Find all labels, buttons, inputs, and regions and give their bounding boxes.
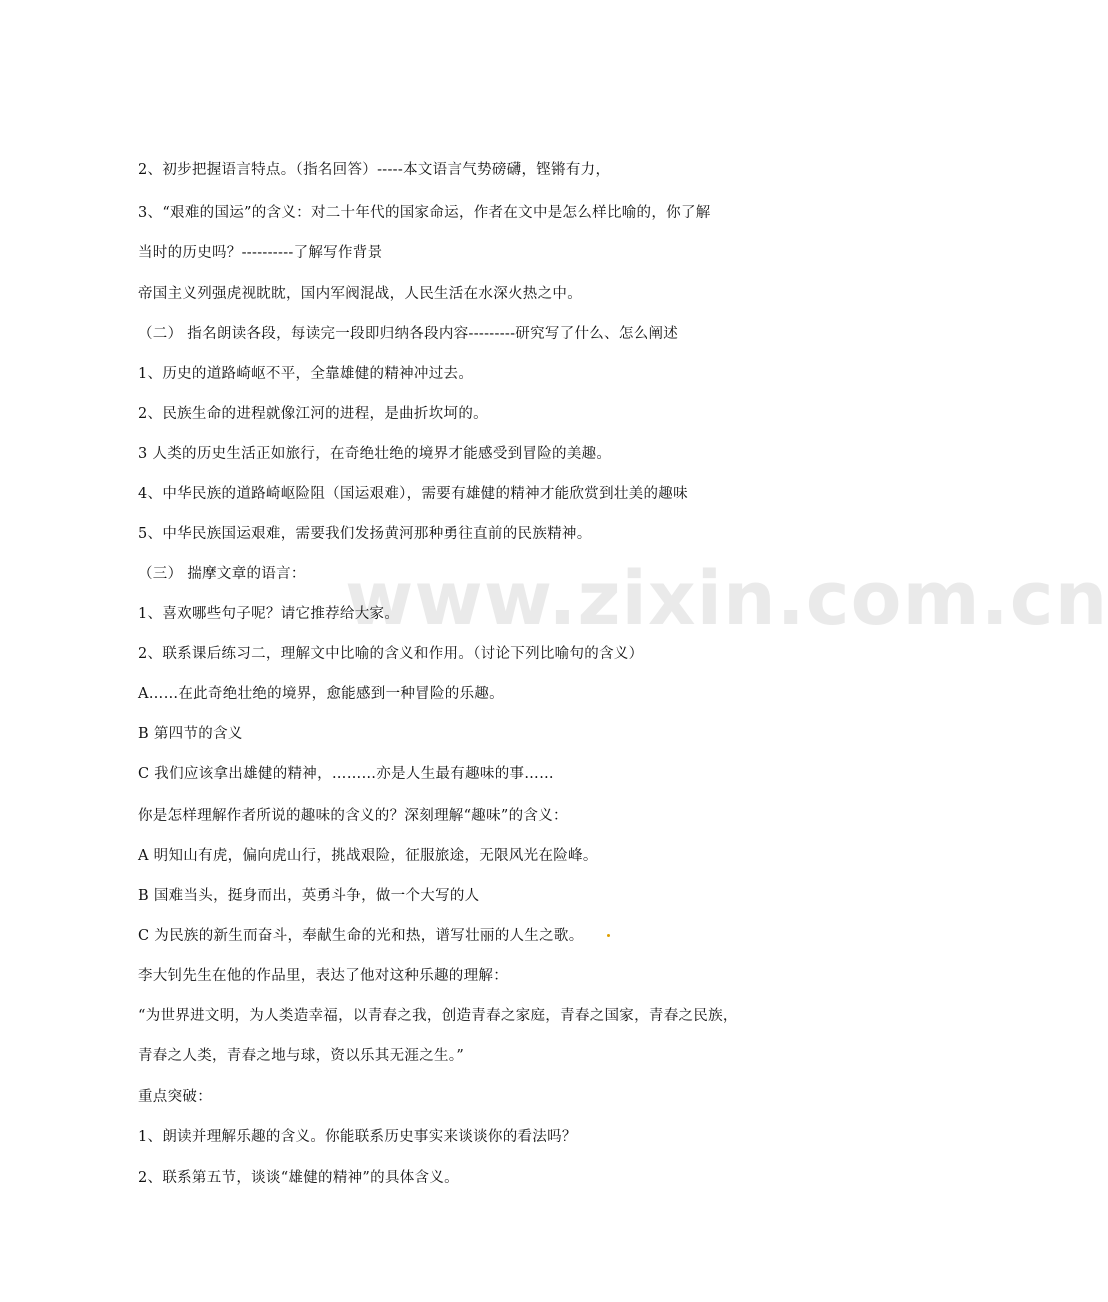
text-line: C 我们应该拿出雄健的精神，………亦是人生最有趣味的事…… [138, 766, 554, 782]
text-line: 帝国主义列强虎视眈眈，国内军阀混战，人民生活在水深火热之中。 [138, 286, 582, 302]
text-line: 4、中华民族的道路崎岖险阻（国运艰难），需要有雄健的精神才能欣赏到壮美的趣味 [138, 486, 688, 502]
text-line: A……在此奇绝壮绝的境界，愈能感到一种冒险的乐趣。 [138, 686, 504, 702]
text-line: 1、喜欢哪些句子呢？请它推荐给大家。 [138, 606, 400, 622]
text-line: B 第四节的含义 [138, 726, 243, 742]
quote-line: 青春之人类，青春之地与球，资以乐其无涯之生。” [138, 1048, 465, 1064]
text-line: 2、初步把握语言特点。（指名回答）-----本文语言气势磅礴，铿锵有力， [138, 162, 611, 178]
text-line: 当时的历史吗？----------了解写作背景 [138, 245, 383, 261]
section-heading: （二） 指名朗读各段，每读完一段即归纳各段内容---------研究写了什么、怎么阐述 [138, 326, 679, 342]
text-line: 1、历史的道路崎岖不平，全靠雄健的精神冲过去。 [138, 366, 474, 382]
text-line: 3、“艰难的国运”的含义：对二十年代的国家命运，作者在文中是怎么样比喻的，你了解 [138, 205, 711, 221]
text-line: 5、中华民族国运艰难，需要我们发扬黄河那种勇往直前的民族精神。 [138, 526, 592, 542]
text-line: 1、朗读并理解乐趣的含义。你能联系历史事实来谈谈你的看法吗？ [138, 1129, 577, 1145]
text-line: A 明知山有虎，偏向虎山行，挑战艰险，征服旅途，无限风光在险峰。 [138, 848, 598, 864]
text-line: B 国难当头，挺身而出，英勇斗争，做一个大写的人 [138, 888, 480, 904]
text-line: 2、民族生命的进程就像江河的进程，是曲折坎坷的。 [138, 406, 488, 422]
watermark: www.zixin.com.cn [345, 556, 1108, 642]
section-heading: （三） 揣摩文章的语言： [138, 566, 306, 582]
text-line: 2、联系课后练习二，理解文中比喻的含义和作用。（讨论下列比喻句的含义） [138, 646, 644, 662]
text-line: 2、联系第五节，谈谈“雄健的精神”的具体含义。 [138, 1170, 459, 1186]
stray-mark [607, 934, 610, 937]
text-line: C 为民族的新生而奋斗，奉献生命的光和热，谱写壮丽的人生之歌。 [138, 928, 584, 944]
text-line: 李大钊先生在他的作品里，表达了他对这种乐趣的理解： [138, 968, 508, 984]
quote-line: “为世界进文明，为人类造幸福，以青春之我，创造青春之家庭，青春之国家，青春之民族， [138, 1008, 738, 1024]
text-line: 你是怎样理解作者所说的趣味的含义的？深刻理解“趣味”的含义： [138, 808, 568, 824]
section-heading: 重点突破： [138, 1089, 212, 1105]
text-line: 3 人类的历史生活正如旅行，在奇绝壮绝的境界才能感受到冒险的美趣。 [138, 446, 612, 462]
